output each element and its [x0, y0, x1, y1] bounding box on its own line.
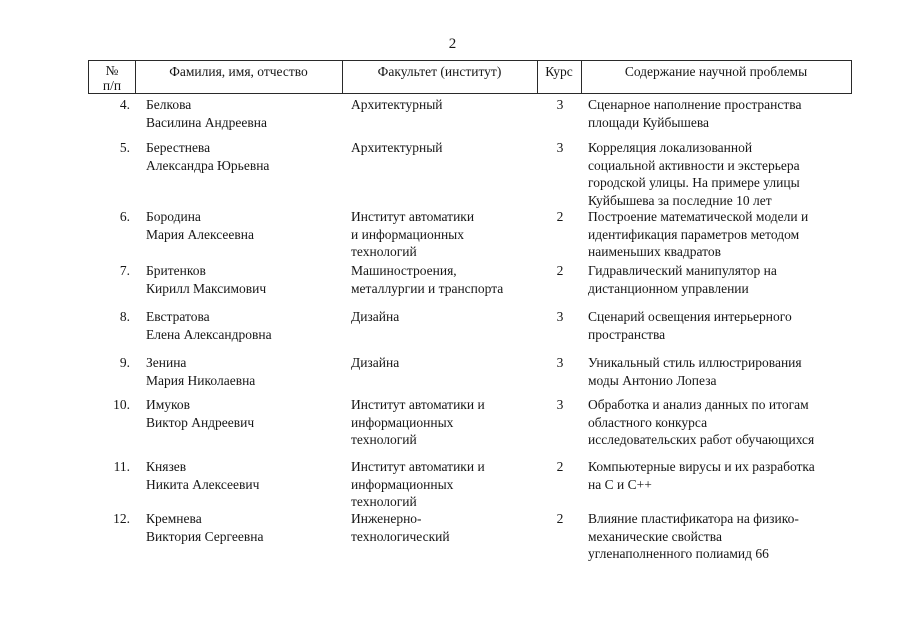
- row-number: 8.: [119, 309, 130, 324]
- course: 2: [556, 511, 564, 526]
- course: 3: [556, 97, 564, 112]
- course: 3: [556, 309, 564, 324]
- course: 3: [556, 140, 564, 155]
- student-name: Бритенков Кирилл Максимович: [146, 263, 267, 296]
- research-topic: Сценарий освещения интерьерного пространства: [588, 309, 792, 342]
- course: 2: [556, 209, 564, 224]
- student-name: Белкова Василина Андреевна: [146, 97, 267, 130]
- header-name: Фамилия, имя, отчество: [169, 64, 308, 79]
- course: 3: [556, 397, 564, 412]
- student-name: Бородина Мария Алексеевна: [146, 209, 254, 242]
- research-topic: Уникальный стиль иллюстрирования моды Антонио Лопеза: [588, 355, 802, 388]
- student-name: Имуков Виктор Андреевич: [146, 397, 255, 430]
- student-name: Зенина Мария Николаевна: [146, 355, 256, 388]
- research-topic: Сценарное наполнение пространства площади Куйбышева: [588, 97, 802, 130]
- row-number: 10.: [113, 397, 130, 412]
- row-number: 4.: [119, 97, 130, 112]
- research-topic: Обработка и анализ данных по итогам областного конкурса исследовательских работ обучающихся: [588, 397, 815, 447]
- faculty: Архитектурный: [351, 97, 443, 112]
- student-name: Берестнева Александра Юрьевна: [146, 140, 270, 173]
- research-topic: Построение математической модели и идентификация параметров методом наименьших квадратов: [588, 209, 809, 259]
- row-number: 11.: [113, 459, 130, 474]
- row-number: 12.: [113, 511, 130, 526]
- header-num: № п/п: [102, 63, 122, 93]
- header-course: Курс: [545, 64, 573, 79]
- course: 3: [556, 355, 564, 370]
- faculty: Инженерно- технологический: [351, 511, 450, 544]
- faculty: Дизайна: [351, 309, 400, 324]
- student-name: Князев Никита Алексеевич: [146, 459, 260, 492]
- research-topic: Корреляция локализованной социальной активности и экстерьера городской улицы. На примере улицы Куйбышева за последние 10 лет: [588, 140, 800, 208]
- header-faculty: Факультет (институт): [377, 64, 502, 79]
- research-topic: Компьютерные вирусы и их разработка на С и С++: [588, 459, 815, 492]
- student-name: Евстратова Елена Александровна: [146, 309, 272, 342]
- faculty: Институт автоматики и информационных технологий: [351, 209, 475, 259]
- row-number: 7.: [119, 263, 130, 278]
- research-topic: Гидравлический манипулятор на дистанционном управлении: [588, 263, 777, 296]
- table-header: [88, 60, 852, 94]
- research-topic: Влияние пластификатора на физико- механические свойства угленаполненного полиамид 66: [588, 511, 799, 561]
- faculty: Институт автоматики и информационных технологий: [351, 459, 485, 509]
- faculty: Архитектурный: [351, 140, 443, 155]
- page-number: 2: [448, 36, 457, 52]
- faculty: Институт автоматики и информационных технологий: [351, 397, 485, 447]
- faculty: Дизайна: [351, 355, 400, 370]
- student-name: Кремнева Виктория Сергеевна: [146, 511, 264, 544]
- course: 2: [556, 263, 564, 278]
- row-number: 9.: [119, 355, 130, 370]
- row-number: 6.: [119, 209, 130, 224]
- row-number: 5.: [119, 140, 130, 155]
- header-topic: Содержание научной проблемы: [624, 64, 808, 79]
- faculty: Машиностроения, металлургии и транспорта: [351, 263, 504, 296]
- course: 2: [556, 459, 564, 474]
